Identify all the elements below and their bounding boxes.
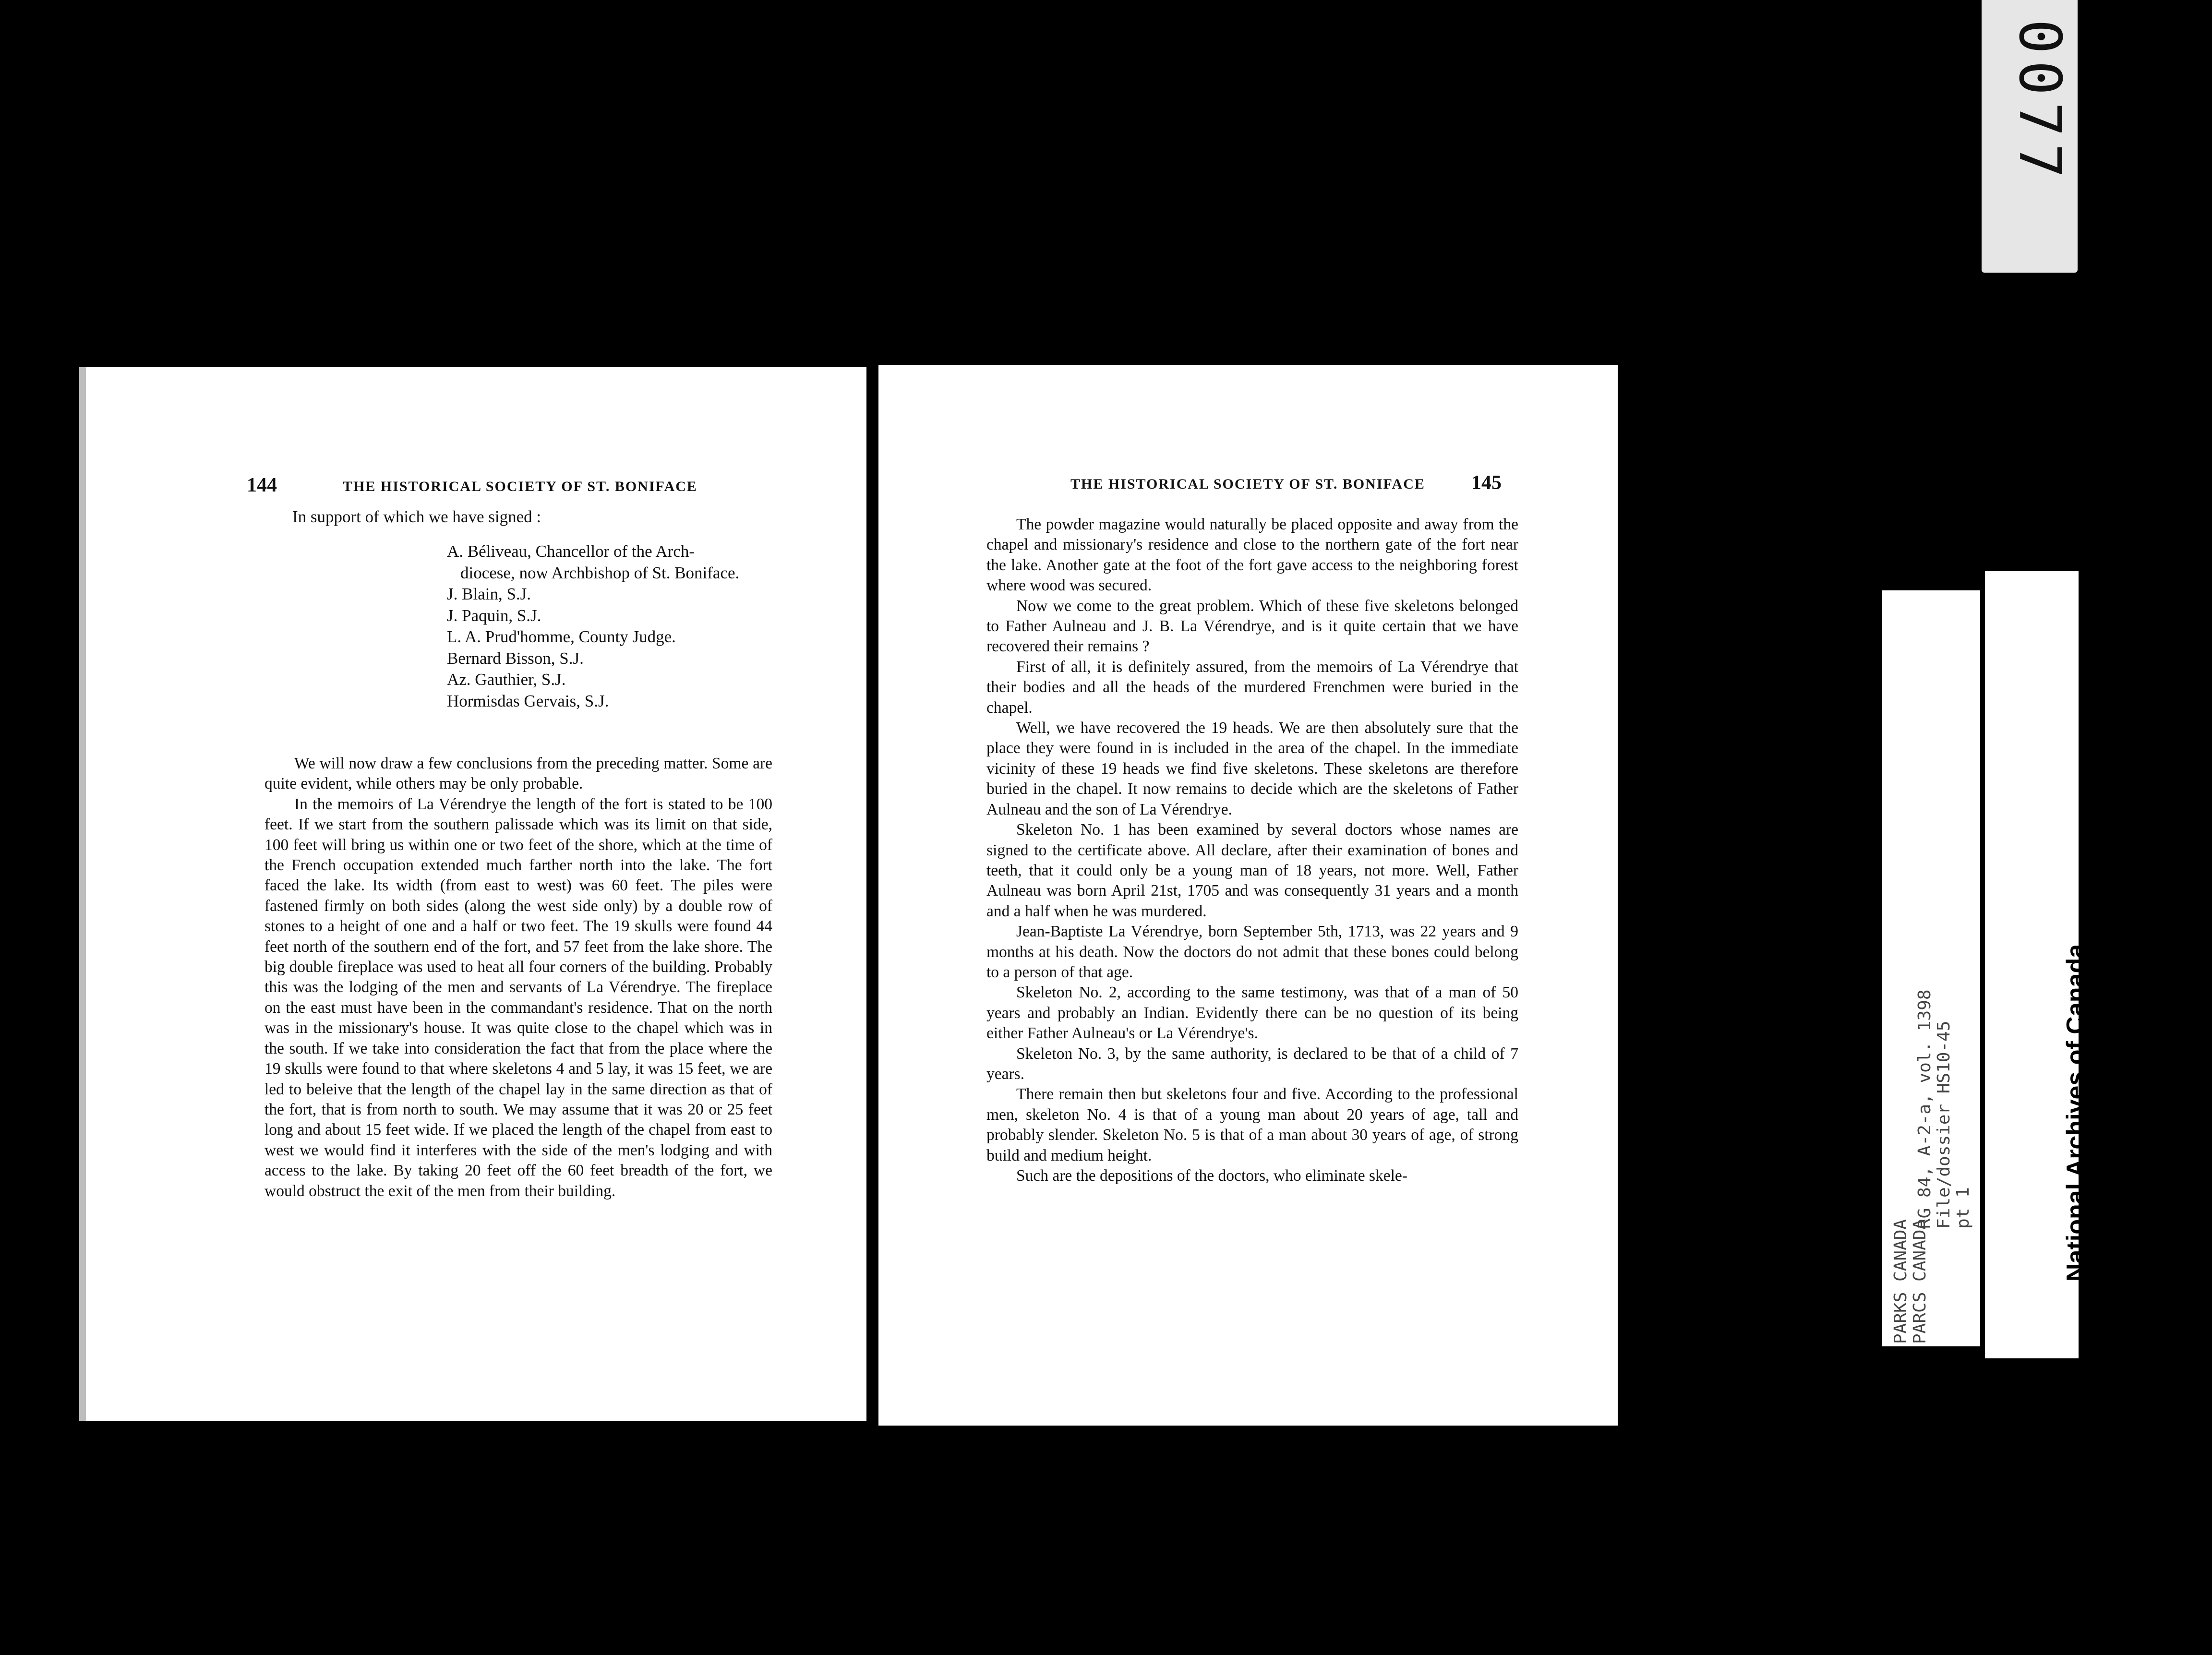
right-page	[878, 365, 1618, 1426]
paragraph: Well, we have recovered the 19 heads. We are then absolutely sure that the place they were found in is included in the area of the chapel. In the immediate vicinity of these 19 heads we find five skeletons. These skeletons are therefore buried in the chapel. It now remains to decide which are the skeletons of Father Aulneau and the son of La Vérendrye.	[986, 719, 1518, 818]
running-head-right: THE HISTORICAL SOCIETY OF ST. BONIFACE	[1070, 476, 1425, 492]
archive-reference	[1915, 990, 1973, 1229]
archives-label-card	[1985, 571, 2117, 1358]
right-body-text	[986, 515, 1518, 1186]
frame-number-strip	[1982, 0, 2078, 273]
left-body-text	[264, 754, 772, 1201]
page-number-right: 145	[1471, 472, 1502, 494]
archives-label	[2062, 911, 2117, 1282]
archives-name-fr: Archives nationales du Canada	[2090, 911, 2117, 1282]
signatories-list	[447, 541, 793, 712]
signatory: J. Paquin, S.J.	[447, 606, 541, 625]
parks-line: PARKS CANADA	[1891, 1219, 1911, 1344]
paragraph: Skeleton No. 1 has been examined by several doctors whose names are signed to the certificate above. All declare, after their examination of bones and teeth, that it could only be a young man of 18 years, not more. Well, Father Aulneau was born April 21st, 1705 and was consequently 31 years and a month and a half when he was murdered.	[986, 821, 1518, 920]
signatory: J. Blain, S.J.	[447, 585, 531, 603]
parks-line: PARCS CANADA	[1910, 1219, 1930, 1344]
reference-line: File/dossier HS10-45	[1934, 1020, 1954, 1229]
paragraph: First of all, it is definitely assured, from the memoirs of La Vérendrye that their bodies and all the heads of the murdered Frenchmen were buried in the chapel.	[986, 658, 1518, 717]
paragraph: In the memoirs of La Vérendrye the length of the fort is stated to be 100 feet. If we start from the southern palissade which was its limit on that side, 100 feet will bring us within one or two feet of the shore, which at the time of the French occupation extended much farther north into the lake. The fort faced the lake. Its width (from east to west) was 60 feet. The piles were fastened firmly on both sides (along the west side only) by a double row of stones to a height of one and a half or two feet. The 19 skulls were found 44 feet north of the southern end of the fort, and 57 feet from the lake shore. The big double fireplace was used to heat all four corners of the building. Probably this was the lodging of the men and servants of La Vérendrye. The fireplace on the east must have been in the commandant's residence. That on the north was in the missionary's house. It was quite close to the chapel which was in the south. If we take into consideration the fact that from the place where the 19 skulls were found to that where skeletons 4 and 5 lay, it was 15 feet, we are led to beleive that the length of the chapel lay in the same direction as that of the fort, that is from north to south. We may assume that it was 20 or 25 feet long and about 15 feet wide. If we placed the length of the chapel from east to west we would find it interferes with the side of the men's lodging and with access to the lake. By taking 20 feet off the 60 feet breadth of the fort, we would obstruct the exit of the men from their building.	[264, 795, 772, 1200]
paragraph: Such are the depositions of the doctors, who eliminate skele-	[1016, 1167, 1407, 1185]
book-gutter	[866, 365, 878, 1426]
paragraph: Jean-Baptiste La Vérendrye, born September 5th, 1713, was 22 years and 9 months at his death. Now the doctors do not admit that these bones could belong to a person of that age.	[986, 923, 1518, 981]
paragraph: We will now draw a few conclusions from the preceding matter. Some are quite evident, while others may be only probable.	[264, 755, 772, 793]
frame-number: 0077	[2006, 19, 2073, 185]
signatory: L. A. Prud'homme, County Judge.	[447, 627, 676, 646]
paragraph: Skeleton No. 3, by the same authority, is declared to be that of a child of 7 years.	[986, 1044, 1518, 1083]
signatory: diocese, now Archbishop of St. Boniface.	[460, 563, 740, 582]
page-number-left: 144	[247, 474, 277, 496]
signatory: A. Béliveau, Chancellor of the Arch-	[447, 542, 695, 561]
paragraph: The powder magazine would naturally be placed opposite and away from the chapel and missionary's residence and close to the northern gate of the fort near the lake. Another gate at the foot of the fort gave access to the neighboring forest where wood was secured.	[986, 516, 1518, 595]
signatory: Hormisdas Gervais, S.J.	[447, 691, 609, 710]
signatory: Az. Gauthier, S.J.	[447, 670, 566, 689]
reference-line: pt 1	[1953, 1187, 1973, 1229]
paragraph: Skeleton No. 2, according to the same testimony, was that of a man of 50 years and probably an Indian. Evidently there can be no question of its being either Father Aulneau's or La Vérendrye's.	[986, 983, 1518, 1043]
archive-reference-card	[1882, 590, 1980, 1346]
reference-line: RG 84, A-2-a, vol. 1398	[1915, 989, 1935, 1229]
signatory: Bernard Bisson, S.J.	[447, 648, 584, 668]
archives-name-en: National Archives of Canada	[2062, 944, 2090, 1282]
signature-intro: In support of which we have signed :	[292, 507, 541, 526]
running-head-left: THE HISTORICAL SOCIETY OF ST. BONIFACE	[343, 479, 697, 494]
paragraph: Now we come to the great problem. Which of these five skeletons belonged to Father Aulneau and J. B. La Vérendrye, and is it quite certain that we have recovered their remains ?	[986, 597, 1518, 656]
parks-canada-stamp	[1891, 1219, 1930, 1344]
left-page	[79, 367, 873, 1421]
paragraph: There remain then but skeletons four and five. According to the professional men, skeleton No. 4 is that of a young man about 20 years of age, tall and probably slender. Skeleton No. 5 is that of a man about 30 years of age, of strong build and medium height.	[986, 1085, 1518, 1164]
